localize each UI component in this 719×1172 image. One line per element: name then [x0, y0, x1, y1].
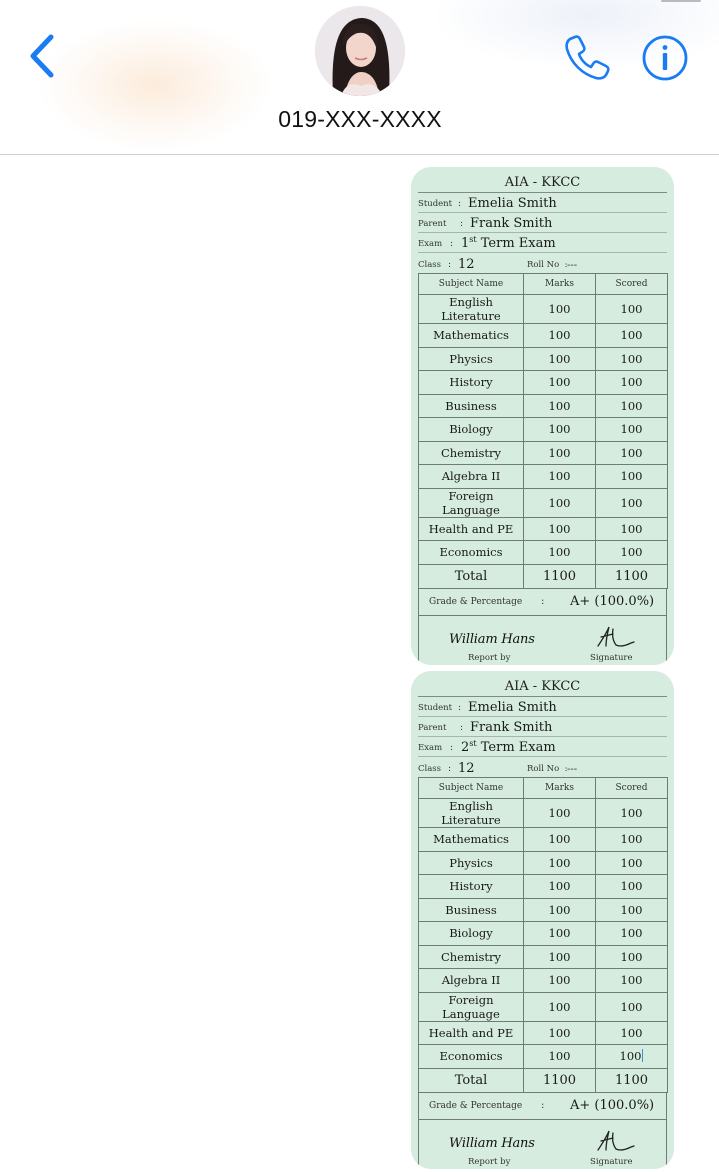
column-header: Marks	[524, 274, 596, 295]
scored-cell: 100	[596, 1045, 668, 1069]
total-scored: 1100	[596, 564, 668, 588]
subject-cell: Algebra II	[419, 465, 524, 489]
text-cursor	[642, 1049, 643, 1062]
subject-cell: Chemistry	[419, 945, 524, 969]
parent-label: Parent	[418, 723, 447, 733]
chevron-left-icon	[24, 30, 64, 82]
roll-value: ---	[567, 764, 578, 775]
student-label: Student	[418, 199, 453, 209]
scored-cell: 100	[596, 295, 668, 324]
marks-cell: 100	[524, 922, 596, 946]
exam-name: 1st Term Exam	[461, 235, 556, 251]
scored-cell: 100	[596, 992, 668, 1021]
grade-value: A+ (100.0%)	[570, 1097, 655, 1113]
marks-cell: 100	[524, 1021, 596, 1045]
scored-cell: 100	[596, 541, 668, 565]
subject-cell: Business	[419, 898, 524, 922]
grade-row	[418, 589, 667, 616]
report-card	[418, 173, 667, 665]
scored-cell: 100	[596, 394, 668, 418]
call-button[interactable]	[562, 32, 612, 82]
scored-cell: 100	[596, 324, 668, 348]
table-row	[419, 875, 668, 899]
back-button[interactable]	[24, 30, 64, 82]
marks-cell: 100	[524, 898, 596, 922]
marks-cell: 100	[524, 992, 596, 1021]
subject-cell: History	[419, 371, 524, 395]
column-header: Scored	[596, 274, 668, 295]
scored-cell: 100	[596, 875, 668, 899]
info-icon	[641, 34, 689, 82]
marks-cell: 100	[524, 541, 596, 565]
class-label: Class	[418, 764, 442, 774]
total-marks: 1100	[524, 1068, 596, 1092]
exam-row	[418, 233, 667, 253]
marks-cell: 100	[524, 875, 596, 899]
subject-cell: Foreign Language	[419, 992, 524, 1021]
subject-cell: Algebra II	[419, 969, 524, 993]
phone-icon	[562, 32, 612, 82]
scored-cell: 100	[596, 465, 668, 489]
scored-cell: 100	[596, 969, 668, 993]
report-card	[418, 677, 667, 1169]
marks-cell: 100	[524, 1045, 596, 1069]
message-bubble-report-card-2[interactable]	[411, 671, 674, 1169]
scored-cell: 100	[596, 851, 668, 875]
total-label: Total	[419, 1068, 524, 1092]
school-title: AIA - KKCC	[418, 677, 667, 697]
scored-cell: 100	[596, 828, 668, 852]
scored-cell: 100	[596, 371, 668, 395]
scored-cell: 100	[596, 418, 668, 442]
total-row	[419, 1068, 668, 1092]
subject-cell: Health and PE	[419, 517, 524, 541]
subject-cell: English Literature	[419, 799, 524, 828]
marks-cell: 100	[524, 394, 596, 418]
marks-cell: 100	[524, 347, 596, 371]
reporter-name: William Hans	[449, 1135, 535, 1151]
message-bubble-report-card-1[interactable]	[411, 167, 674, 665]
parent-label: Parent	[418, 219, 447, 229]
table-row	[419, 441, 668, 465]
table-header-row	[419, 274, 668, 295]
exam-name: 2st Term Exam	[461, 739, 556, 755]
colon: :	[448, 764, 452, 774]
parent-name: Frank Smith	[470, 216, 553, 231]
subject-cell: History	[419, 875, 524, 899]
subject-cell: Economics	[419, 1045, 524, 1069]
table-row	[419, 324, 668, 348]
subject-cell: Mathematics	[419, 828, 524, 852]
colon: :	[450, 743, 454, 753]
colon: :	[460, 723, 464, 733]
exam-row	[418, 737, 667, 757]
subject-cell: Physics	[419, 347, 524, 371]
signature-image	[595, 1128, 637, 1154]
column-header: Scored	[596, 778, 668, 799]
table-row	[419, 992, 668, 1021]
marks-cell: 100	[524, 371, 596, 395]
signature-label: Signature	[590, 652, 633, 663]
subject-cell: Health and PE	[419, 1021, 524, 1045]
class-row	[418, 253, 667, 273]
student-name: Emelia Smith	[468, 196, 557, 211]
subject-cell: Biology	[419, 418, 524, 442]
student-row	[418, 193, 667, 213]
school-title: AIA - KKCC	[418, 173, 667, 193]
subject-cell: Chemistry	[419, 441, 524, 465]
marks-cell: 100	[524, 441, 596, 465]
table-row	[419, 347, 668, 371]
colon: :	[448, 260, 452, 270]
table-row	[419, 799, 668, 828]
reporter-name: William Hans	[449, 631, 535, 647]
table-row	[419, 541, 668, 565]
grade-label: Grade & Percentage	[429, 1100, 523, 1111]
marks-cell: 100	[524, 517, 596, 541]
marks-cell: 100	[524, 324, 596, 348]
table-row	[419, 898, 668, 922]
scored-cell: 100	[596, 898, 668, 922]
colon: :	[460, 219, 464, 229]
subject-cell: English Literature	[419, 295, 524, 324]
marks-cell: 100	[524, 969, 596, 993]
subject-cell: Economics	[419, 541, 524, 565]
table-row	[419, 371, 668, 395]
scored-cell: 100	[596, 1021, 668, 1045]
column-header: Marks	[524, 778, 596, 799]
marks-cell: 100	[524, 295, 596, 324]
signature-image	[595, 624, 637, 650]
colon: :	[458, 199, 462, 209]
colon: :	[541, 595, 545, 607]
conversation-header	[0, 0, 719, 155]
subject-cell: Business	[419, 394, 524, 418]
table-row	[419, 851, 668, 875]
roll-label: Roll No :	[527, 764, 568, 774]
student-name: Emelia Smith	[468, 700, 557, 715]
student-label: Student	[418, 703, 453, 713]
colon: :	[450, 239, 454, 249]
subject-cell: Biology	[419, 922, 524, 946]
marks-cell: 100	[524, 488, 596, 517]
info-button[interactable]	[641, 34, 689, 82]
colon: :	[458, 703, 462, 713]
marks-cell: 100	[524, 799, 596, 828]
scored-cell: 100	[596, 347, 668, 371]
scored-cell: 100	[596, 799, 668, 828]
table-row	[419, 922, 668, 946]
class-row	[418, 757, 667, 777]
roll-label: Roll No :	[527, 260, 568, 270]
signature-label: Signature	[590, 1156, 633, 1167]
total-marks: 1100	[524, 564, 596, 588]
subject-cell: Physics	[419, 851, 524, 875]
contact-name[interactable]: 019-XXX-XXXX	[278, 106, 442, 132]
table-row	[419, 295, 668, 324]
grade-value: A+ (100.0%)	[570, 593, 655, 609]
grade-label: Grade & Percentage	[429, 596, 523, 607]
table-row	[419, 394, 668, 418]
avatar-photo	[315, 6, 405, 96]
marks-table	[418, 777, 668, 1093]
marks-cell: 100	[524, 945, 596, 969]
table-row	[419, 465, 668, 489]
subject-cell: Mathematics	[419, 324, 524, 348]
exam-label: Exam	[418, 239, 443, 249]
scored-cell: 100	[596, 517, 668, 541]
scored-cell: 100	[596, 922, 668, 946]
parent-row	[418, 717, 667, 737]
total-label: Total	[419, 564, 524, 588]
contact-avatar[interactable]	[315, 6, 405, 96]
marks-cell: 100	[524, 828, 596, 852]
marks-cell: 100	[524, 851, 596, 875]
colon: :	[541, 1099, 545, 1111]
parent-name: Frank Smith	[470, 720, 553, 735]
report-by-label: Report by	[468, 1156, 511, 1167]
table-row	[419, 1045, 668, 1069]
table-row	[419, 1021, 668, 1045]
table-row	[419, 828, 668, 852]
student-row	[418, 697, 667, 717]
parent-row	[418, 213, 667, 233]
status-bar-edge	[661, 0, 701, 2]
marks-cell: 100	[524, 465, 596, 489]
report-by-label: Report by	[468, 652, 511, 663]
scored-cell: 100	[596, 441, 668, 465]
table-row	[419, 969, 668, 993]
marks-cell: 100	[524, 418, 596, 442]
signature-row	[418, 1120, 667, 1170]
class-value: 12	[458, 257, 475, 272]
table-row	[419, 488, 668, 517]
table-row	[419, 945, 668, 969]
total-row	[419, 564, 668, 588]
scored-cell: 100	[596, 945, 668, 969]
marks-table	[418, 273, 668, 589]
table-row	[419, 517, 668, 541]
grade-row	[418, 1093, 667, 1120]
column-header: Subject Name	[419, 274, 524, 295]
column-header: Subject Name	[419, 778, 524, 799]
table-header-row	[419, 778, 668, 799]
signature-row	[418, 616, 667, 666]
total-scored: 1100	[596, 1068, 668, 1092]
class-value: 12	[458, 761, 475, 776]
roll-value: ---	[567, 260, 578, 271]
subject-cell: Foreign Language	[419, 488, 524, 517]
class-label: Class	[418, 260, 442, 270]
scored-cell: 100	[596, 488, 668, 517]
table-row	[419, 418, 668, 442]
exam-label: Exam	[418, 743, 443, 753]
